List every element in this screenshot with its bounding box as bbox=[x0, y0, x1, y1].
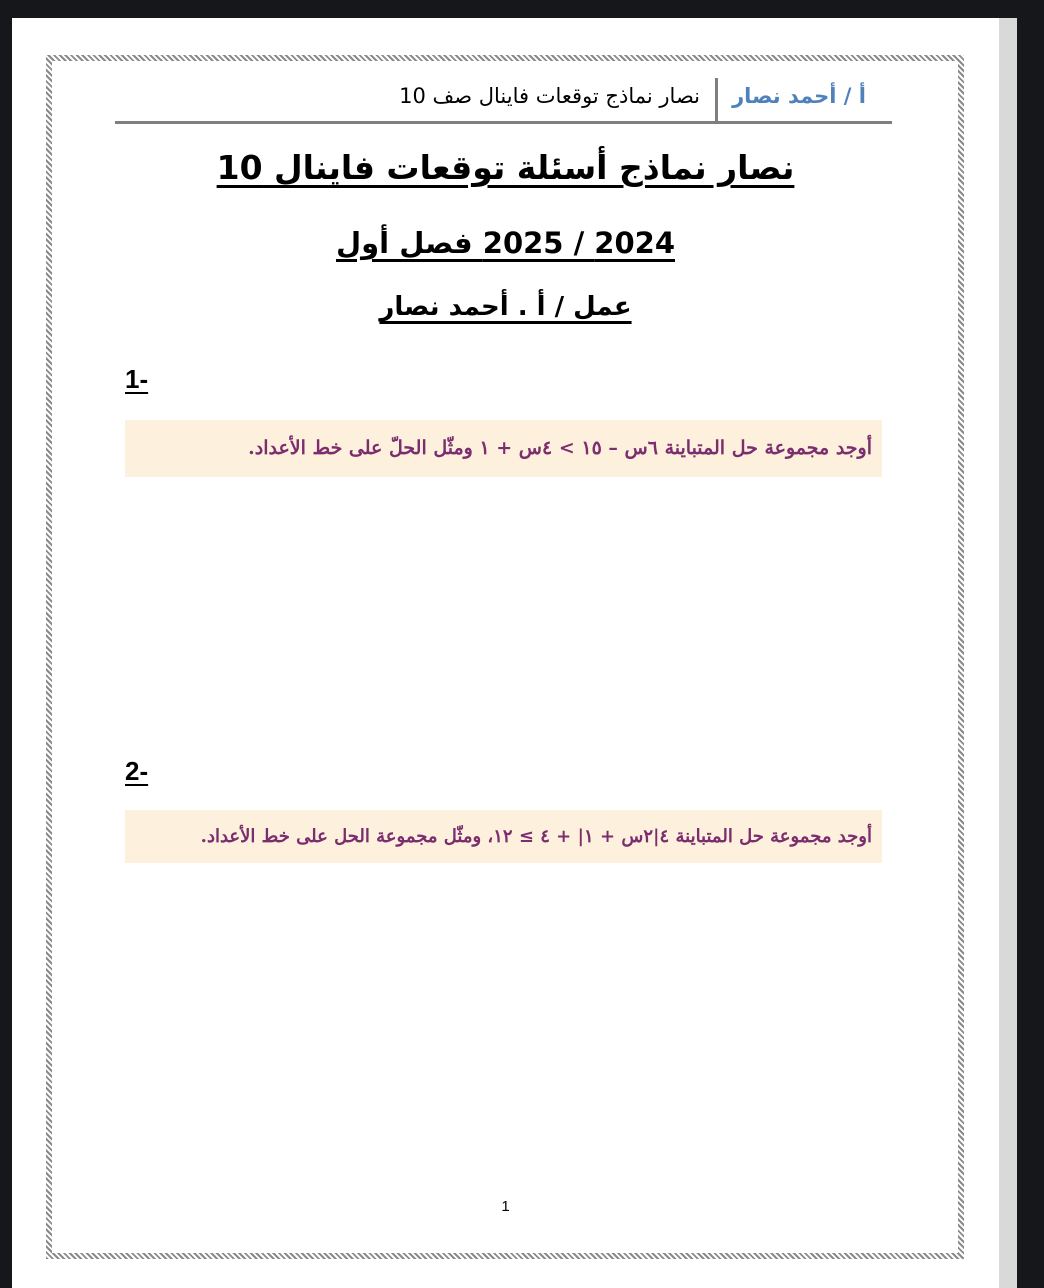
question-1-number: 1- bbox=[125, 364, 149, 394]
question-2-text: أوجد مجموعة حل المتباينة ٤|٢س + ١| + ٤ ≥ ١٢، ومثّل مجموعة الحل على خط الأعداد. bbox=[125, 810, 882, 863]
question-1-text: أوجد مجموعة حل المتباينة ٦س – ١٥ > ٤س + ١ ومثّل الحلّ على خط الأعداد. bbox=[125, 420, 882, 477]
document-title: نصار نماذج أسئلة توقعات فاينال 10 bbox=[216, 148, 795, 187]
header-title: نصار نماذج توقعات فاينال صف 10 bbox=[399, 84, 700, 108]
document-year: 2024 / 2025 فصل أول bbox=[335, 226, 675, 260]
page-number: 1 bbox=[501, 1198, 510, 1215]
document-author: عمل / أ . أحمد نصار bbox=[379, 292, 632, 322]
header-author: أ / أحمد نصار bbox=[732, 84, 866, 108]
header-divider bbox=[715, 78, 718, 121]
viewer-scroll-strip[interactable] bbox=[999, 18, 1017, 1288]
page-header bbox=[115, 78, 892, 124]
question-2-number: 2- bbox=[125, 756, 149, 786]
